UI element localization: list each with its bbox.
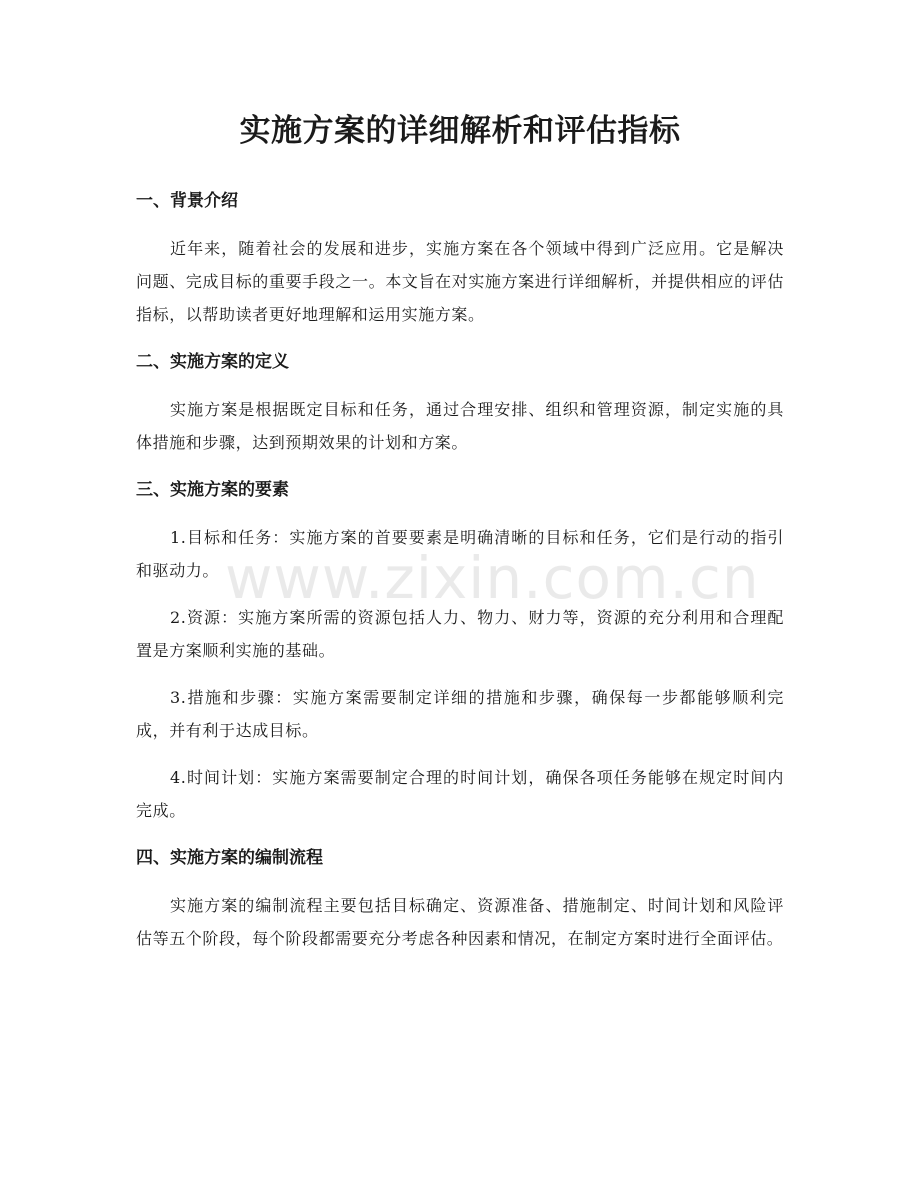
paragraph: 4.时间计划：实施方案需要制定合理的时间计划，确保各项任务能够在规定时间内完成。 (136, 768, 784, 820)
section-elements (136, 473, 784, 827)
section-background (136, 184, 784, 331)
section-heading: 三、实施方案的要素 (136, 480, 289, 500)
document-body (136, 184, 784, 969)
section-process (136, 841, 784, 955)
section-heading: 四、实施方案的编制流程 (136, 848, 323, 868)
paragraph: 实施方案是根据既定目标和任务，通过合理安排、组织和管理资源，制定实施的具体措施和步骤，达到预期效果的计划和方案。 (136, 400, 784, 452)
paragraph: 1.目标和任务：实施方案的首要要素是明确清晰的目标和任务，它们是行动的指引和驱动力。 (136, 528, 784, 580)
paragraph: 近年来，随着社会的发展和进步，实施方案在各个领域中得到广泛应用。它是解决问题、完成目标的重要手段之一。本文旨在对实施方案进行详细解析，并提供相应的评估指标，以帮助读者更好地理解和运用实施方案。 (136, 239, 784, 324)
section-heading: 一、背景介绍 (136, 191, 238, 211)
section-definition (136, 345, 784, 459)
section-heading: 二、实施方案的定义 (136, 352, 289, 372)
paragraph: 3.措施和步骤：实施方案需要制定详细的措施和步骤，确保每一步都能够顺利完成，并有利于达成目标。 (136, 688, 784, 740)
watermark: www.zixin.com.cn (225, 544, 760, 612)
paragraph: 实施方案的编制流程主要包括目标确定、资源准备、措施制定、时间计划和风险评估等五个阶段，每个阶段都需要充分考虑各种因素和情况，在制定方案时进行全面评估。 (136, 896, 784, 948)
paragraph: 2.资源：实施方案所需的资源包括人力、物力、财力等，资源的充分利用和合理配置是方案顺利实施的基础。 (136, 608, 784, 660)
page-title: 实施方案的详细解析和评估指标 (239, 113, 681, 149)
